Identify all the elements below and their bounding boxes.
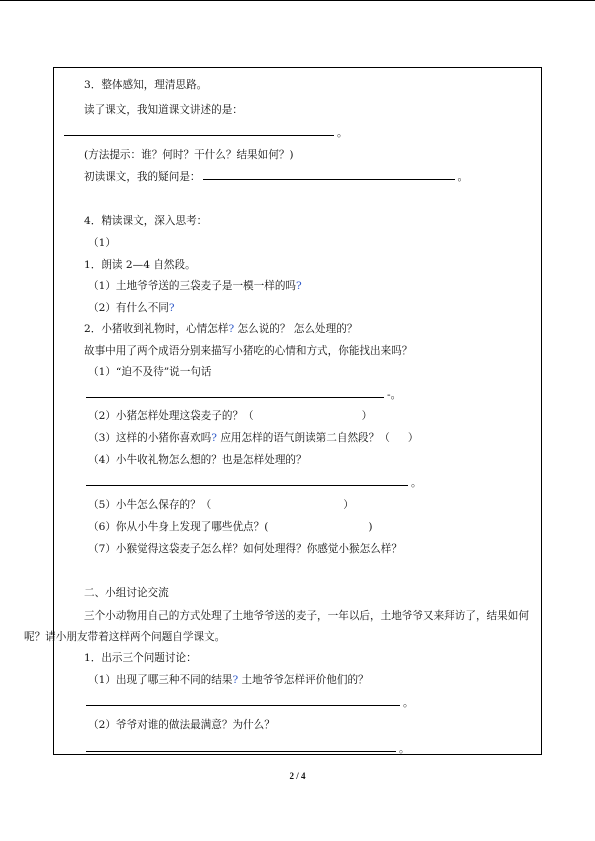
question-line: （2）有什么不同? <box>88 302 175 314</box>
question-line: （5）小牛怎么保存的？（ ） <box>88 499 354 511</box>
question-line: 故事中用了两个成语分别来描写小猪吃的心情和方式，你能找出来吗？ <box>84 345 413 357</box>
reading-instruction: 1．朗读 2—4 自然段。 <box>84 259 196 271</box>
question-prompt: 初读课文，我的疑问是： 。 <box>84 171 469 183</box>
section-2-heading: 二、小组讨论交流 <box>84 587 169 599</box>
answer-blank[interactable] <box>64 125 334 136</box>
question-line: （1）出现了哪三种不同的结果? 土地爷爷怎样评价他们的？ <box>88 674 369 686</box>
question-line: （6）你从小牛身上发现了哪些优点？( ) <box>88 521 373 533</box>
question-line: 2．小猪收到礼物时，心情怎样? 怎么说的？ 怎么处理的？ <box>84 323 358 335</box>
answer-blank[interactable] <box>86 741 396 752</box>
answer-line: 。 <box>54 475 541 491</box>
page-number: 2 / 4 <box>289 771 306 781</box>
top-border-line <box>0 0 595 1</box>
answer-blank[interactable] <box>203 169 455 180</box>
summary-answer-line: 。 <box>54 125 541 141</box>
question-line: （3）这样的小猪你喜欢吗? 应用怎样的语气朗读第二自然段？（ ） <box>88 432 419 444</box>
answer-line: 。 <box>54 741 541 757</box>
discussion-intro: 三个小动物用自己的方式处理了土地爷爷送的麦子，一年以后，土地爷爷又来拜访了，结果如何呢？请小朋友带着这样两个问题自学课文。 <box>24 610 529 643</box>
section-4-heading: 4．精读课文，深入思考： <box>84 215 208 227</box>
answer-line: -。 <box>54 387 541 403</box>
answer-blank[interactable] <box>86 387 384 398</box>
discussion-instruction: 1．出示三个问题讨论： <box>84 652 197 664</box>
question-line: （1）“迫不及待”说一句话 <box>88 366 212 378</box>
question-line: （1）土地爷爷送的三袋麦子是一模一样的吗? <box>88 280 302 292</box>
question-line: （7）小猴觉得这袋麦子怎么样？如何处理得？你感觉小猴怎么样？ <box>88 543 402 555</box>
question-line: （2）爷爷对谁的做法最满意？为什么？ <box>88 719 275 731</box>
question-line: （2）小猪怎样处理这袋麦子的？（ ） <box>88 410 373 422</box>
worksheet-frame <box>24 67 542 755</box>
method-hint: (方法提示：谁？何时？干什么？结果如何？) <box>84 149 294 161</box>
answer-blank[interactable] <box>86 475 408 486</box>
answer-line: 。 <box>54 695 541 711</box>
answer-blank[interactable] <box>86 695 400 706</box>
subsection-label: （1） <box>88 237 116 249</box>
summary-prompt: 读了课文，我知道课文讲述的是： <box>84 104 243 116</box>
question-line: （4）小牛收礼物怎么想的？也是怎样处理的？ <box>88 454 307 466</box>
section-3-heading: 3．整体感知，理清思路。 <box>84 79 208 91</box>
